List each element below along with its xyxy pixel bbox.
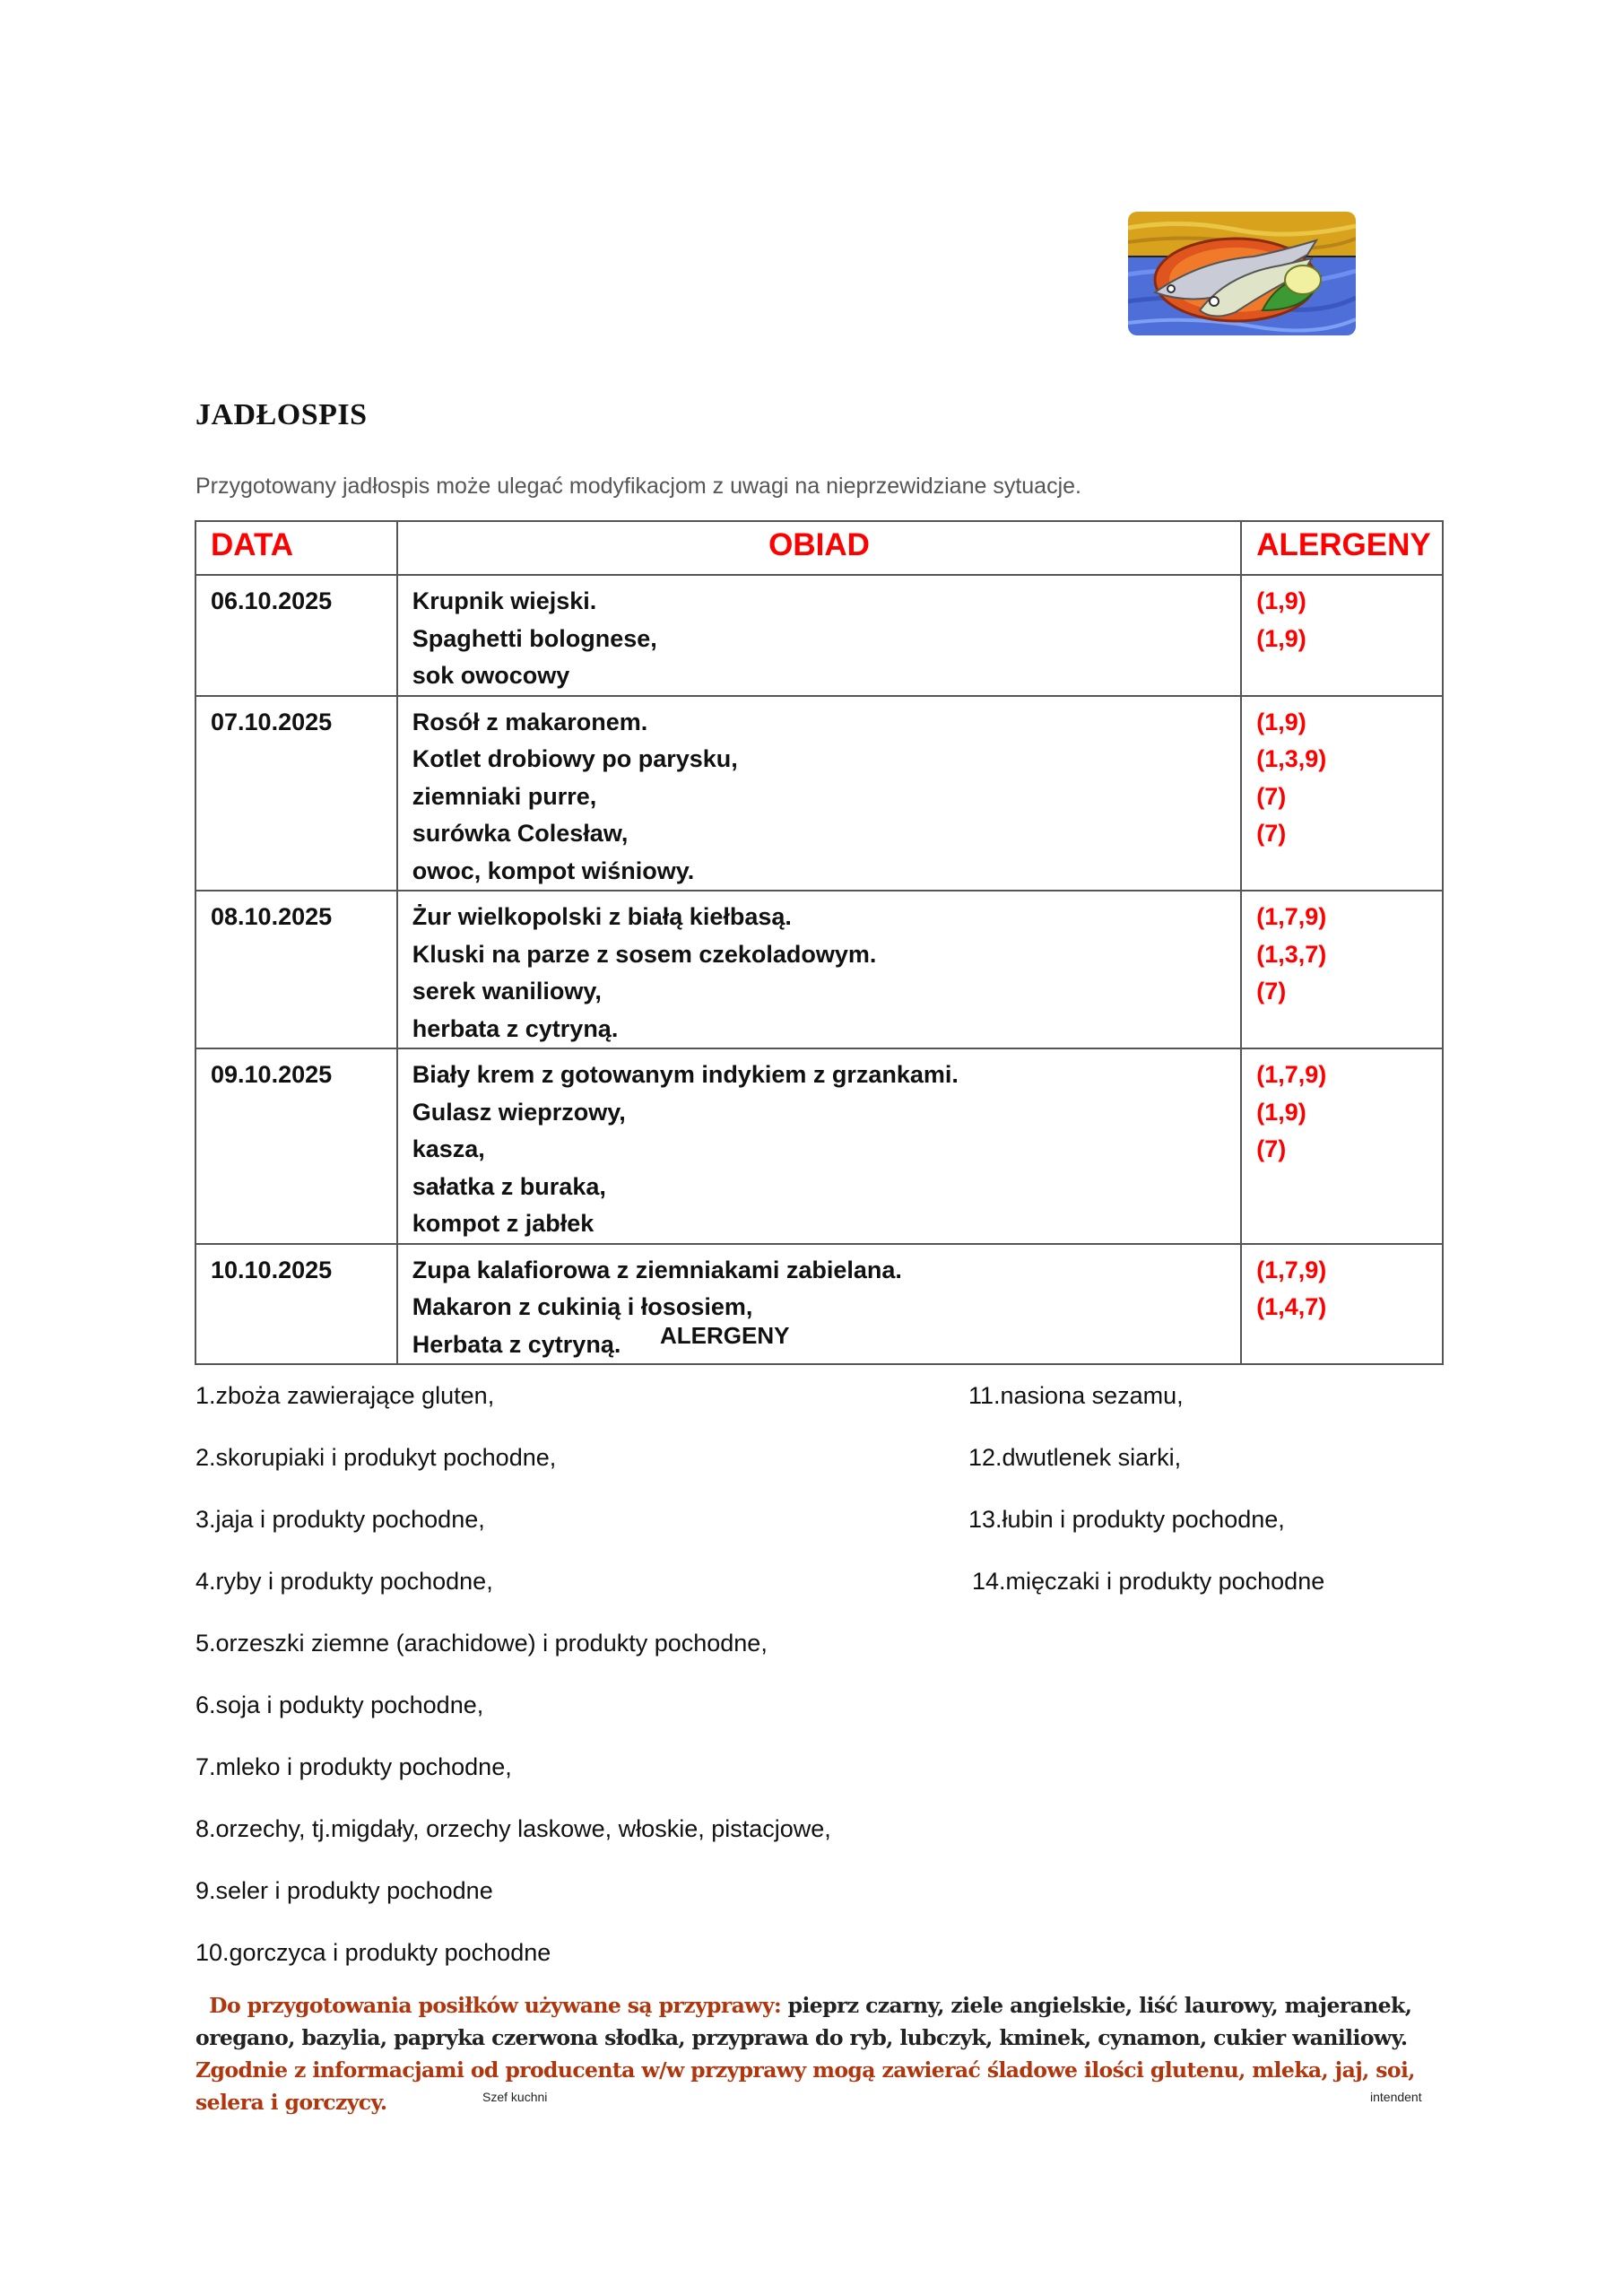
allergen-legend-item: 8.orzechy, tj.migdały, orzechy laskowe, włoskie, pistacjowe, (195, 1815, 831, 1842)
row-allergens (1241, 891, 1443, 1048)
dish: owoc, kompot wiśniowy. (412, 857, 695, 884)
row-dishes (397, 1048, 1242, 1244)
allergen-codes: (1,3,9) (1256, 745, 1327, 772)
allergen-codes: (1,4,7) (1256, 1293, 1327, 1320)
dish: Makaron z cukinią i łososiem, (412, 1293, 753, 1320)
spices-list: pieprz czarny, ziele angielskie, liść laurowy, majeranek, oregano, bazylia, papryka czerwona słodka, przyprawa do ryb, lubczyk, kminek, cynamon, cukier waniliowy. (195, 1993, 1412, 2050)
allergen-legend-left (195, 1378, 831, 1996)
row-allergens (1241, 1048, 1443, 1244)
row-date: 06.10.2025 (195, 575, 397, 696)
allergen-legend-item: 1.zboża zawierające gluten, (195, 1382, 495, 1409)
allergen-legend-item: 13.łubin i produkty pochodne, (968, 1506, 1285, 1533)
row-date: 07.10.2025 (195, 696, 397, 891)
allergen-legend-right (968, 1378, 1324, 1625)
dish: Biały krem z gotowanym indykiem z grzankami. (412, 1061, 959, 1088)
dish: herbata z cytryną. (412, 1014, 619, 1042)
table-row (195, 1244, 1443, 1365)
table-row (195, 696, 1443, 891)
dish: Żur wielkopolski z białą kiełbasą. (412, 903, 792, 930)
header-allergens: ALERGENY (1241, 521, 1443, 575)
dish: Krupnik wiejski. (412, 587, 597, 614)
spices-warning: Zgodnie z informacjami od producenta w/w przyprawy mogą zawierać śladowe ilości glutenu, mleka, jaj, soi, selera i gorczycy. (195, 2057, 1415, 2115)
row-allergens (1241, 575, 1443, 696)
row-allergens (1241, 1244, 1443, 1365)
allergen-codes: (1,3,7) (1256, 940, 1327, 968)
allergen-codes: (1,7,9) (1256, 903, 1327, 930)
table-header-row (195, 521, 1443, 575)
allergen-legend-item: 9.seler i produkty pochodne (195, 1877, 493, 1904)
dish: Kotlet drobiowy po parysku, (412, 745, 738, 772)
dish: ziemniaki purre, (412, 782, 597, 810)
dish: Herbata z cytryną. (412, 1330, 621, 1358)
dish: Zupa kalafiorowa z ziemniakami zabielana. (412, 1256, 902, 1283)
row-dishes (397, 575, 1242, 696)
allergen-codes: (1,7,9) (1256, 1256, 1327, 1283)
allergen-codes: (7) (1256, 1135, 1287, 1162)
row-allergens (1241, 696, 1443, 891)
signature-steward: intendent (1370, 2090, 1422, 2104)
spices-intro: Do przygotowania posiłków używane są przyprawy: (209, 1993, 782, 2018)
dish: Gulasz wieprzowy, (412, 1098, 626, 1126)
row-date: 08.10.2025 (195, 891, 397, 1048)
dish: sok owocowy (412, 662, 570, 689)
allergen-legend-item: 6.soja i podukty pochodne, (195, 1692, 484, 1718)
dish: Spaghetti bolognese, (412, 624, 657, 652)
allergen-codes: (7) (1256, 978, 1287, 1004)
allergen-legend-item: 2.skorupiaki i produkyt pochodne, (195, 1444, 557, 1471)
allergen-legend-item: 3.jaja i produkty pochodne, (195, 1506, 485, 1533)
dish: surówka Colesław, (412, 820, 629, 847)
page-title: JADŁOSPIS (195, 398, 368, 431)
spices-note (195, 1989, 1451, 2118)
menu-table (195, 520, 1444, 1365)
allergen-legend-heading: ALERGENY (660, 1322, 790, 1349)
row-date: 09.10.2025 (195, 1048, 397, 1244)
allergen-legend-item: 12.dwutlenek siarki, (968, 1444, 1182, 1471)
table-row (195, 891, 1443, 1048)
dish: serek waniliowy, (412, 978, 602, 1004)
allergen-codes: (1,9) (1256, 587, 1306, 614)
allergen-legend-item: 7.mleko i produkty pochodne, (195, 1753, 512, 1780)
allergen-codes: (1,9) (1256, 1098, 1306, 1126)
signature-chef: Szef kuchni (482, 2090, 548, 2104)
row-dishes (397, 891, 1242, 1048)
table-row (195, 575, 1443, 696)
page-subtitle: Przygotowany jadłospis może ulegać modyfikacjom z uwagi na nieprzewidziane sytuacje. (195, 474, 1081, 499)
allergen-legend-item: 10.gorczyca i produkty pochodne (195, 1939, 551, 1966)
allergen-codes: (7) (1256, 820, 1287, 847)
dish: sałatka z buraka, (412, 1172, 606, 1200)
allergen-legend-item: 5.orzeszki ziemne (arachidowe) i produkty pochodne, (195, 1630, 768, 1657)
allergen-legend-item: 4.ryby i produkty pochodne, (195, 1568, 493, 1595)
allergen-legend-item: 14.mięczaki i produkty pochodne (972, 1568, 1325, 1595)
row-date: 10.10.2025 (195, 1244, 397, 1365)
row-dishes (397, 696, 1242, 891)
header-date: DATA (195, 521, 397, 575)
fish-plate-image (1128, 212, 1356, 335)
allergen-codes: (1,9) (1256, 708, 1306, 735)
header-lunch: OBIAD (397, 521, 1242, 575)
allergen-codes: (1,9) (1256, 624, 1306, 652)
allergen-codes: (7) (1256, 782, 1287, 810)
row-dishes (397, 1244, 1242, 1365)
table-row (195, 1048, 1443, 1244)
dish: kompot z jabłek (412, 1210, 595, 1237)
fish-on-plate-icon (1128, 212, 1356, 335)
allergen-codes: (1,7,9) (1256, 1061, 1327, 1088)
dish: Kluski na parze z sosem czekoladowym. (412, 940, 877, 968)
dish: Rosół z makaronem. (412, 708, 648, 735)
dish: kasza, (412, 1135, 485, 1162)
allergen-legend-item: 11.nasiona sezamu, (968, 1382, 1184, 1409)
